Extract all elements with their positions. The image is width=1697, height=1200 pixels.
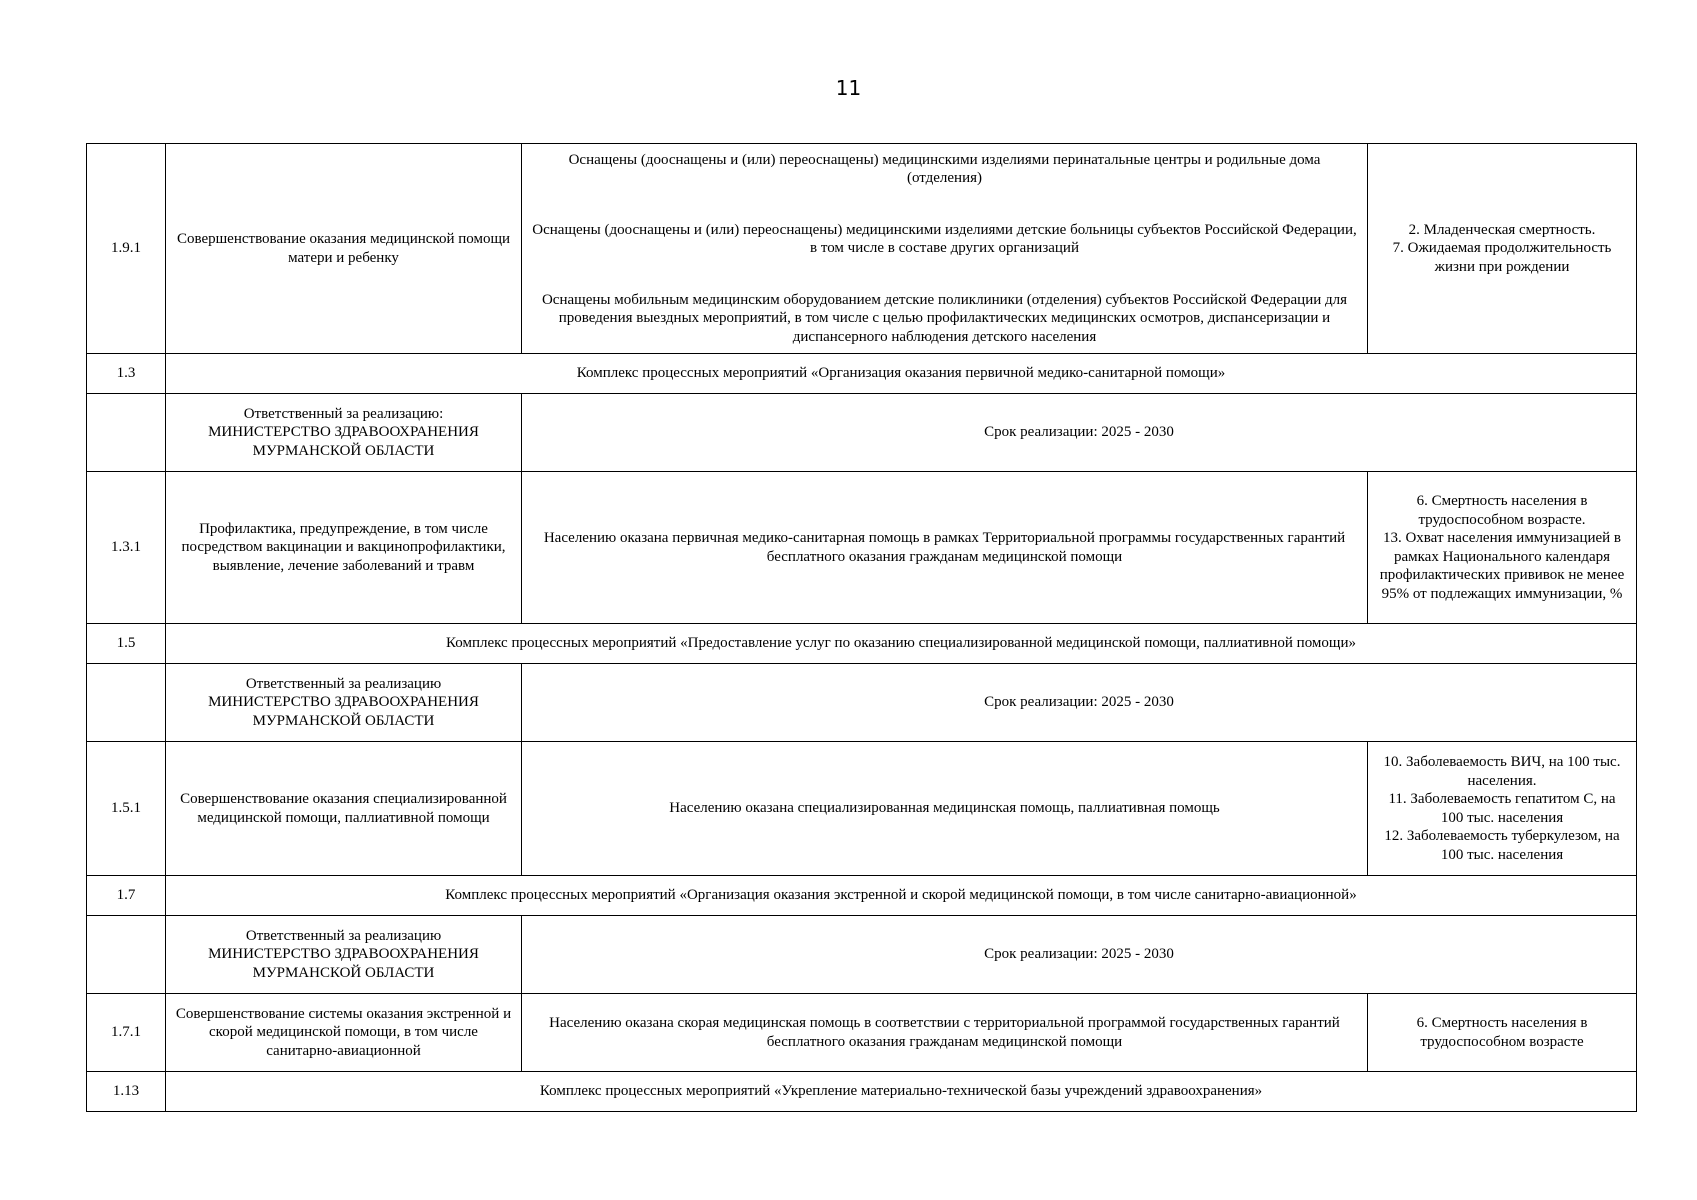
outcome-text: Оснащены мобильным медицинским оборудованием детские поликлиники (отделения) субъектов Российской Федерации для проведения выездных мероприятий, в том числе с целью профилактических медицинских осмотров, диспансеризации и диспансерного наблюдения детского населения xyxy=(541,291,1348,345)
task-name: Совершенствование системы оказания экстренной и скорой медицинской помощи, в том числе санитарно-авиационной xyxy=(166,994,522,1072)
row-number: 1.13 xyxy=(87,1072,166,1112)
row-number: 1.7.1 xyxy=(87,994,166,1072)
row-number-empty xyxy=(87,664,166,742)
indicator-text: 13. Охват населения иммунизацией в рамках Национального календаря профилактических прививок не менее 95% от подлежащих иммунизации, % xyxy=(1379,530,1625,602)
table-row xyxy=(87,394,1637,472)
complex-title: Комплекс процессных мероприятий «Предоставление услуг по оказанию специализированной медицинской помощи, паллиативной помощи» xyxy=(166,624,1637,664)
indicator-text: 11. Заболеваемость гепатитом С, на 100 тыс. населения xyxy=(1388,791,1616,826)
row-number: 1.3 xyxy=(87,354,166,394)
outcome-text: Населению оказана первичная медико-санитарная помощь в рамках Территориальной программы государственных гарантий бесплатного оказания гражданам медицинской помощи xyxy=(522,472,1368,624)
row-number: 1.3.1 xyxy=(87,472,166,624)
indicator-cell xyxy=(1368,994,1637,1072)
indicator-cell xyxy=(1368,144,1637,354)
indicator-text: 7. Ожидаемая продолжительность жизни при рождении xyxy=(1392,240,1612,275)
responsible-text: Ответственный за реализацию МИНИСТЕРСТВО ЗДРАВООХРАНЕНИЯ МУРМАНСКОЙ ОБЛАСТИ xyxy=(166,664,522,742)
task-name: Профилактика, предупреждение, в том числе посредством вакцинации и вакцинопрофилактики, выявление, лечение заболеваний и травм xyxy=(166,472,522,624)
outcome-text: Населению оказана скорая медицинская помощь в соответствии с территориальной программой государственных гарантий бесплатного оказания гражданам медицинской помощи xyxy=(522,994,1368,1072)
row-number-empty xyxy=(87,394,166,472)
outcome-text: Оснащены (дооснащены и (или) переоснащены) медицинскими изделиями перинатальные центры и родильные дома (отделения) xyxy=(568,151,1321,187)
table-row xyxy=(87,664,1637,742)
row-number: 1.5 xyxy=(87,624,166,664)
table-row xyxy=(87,354,1637,394)
responsible-text: Ответственный за реализацию: МИНИСТЕРСТВО ЗДРАВООХРАНЕНИЯ МУРМАНСКОЙ ОБЛАСТИ xyxy=(166,394,522,472)
table-row xyxy=(87,1072,1637,1112)
indicator-text: 10. Заболеваемость ВИЧ, на 100 тыс. населения. xyxy=(1383,754,1621,789)
task-name: Совершенствование оказания медицинской помощи матери и ребенку xyxy=(166,144,522,354)
complex-title: Комплекс процессных мероприятий «Организация оказания экстренной и скорой медицинской помощи, в том числе санитарно-авиационной» xyxy=(166,876,1637,916)
row-number-empty xyxy=(87,916,166,994)
task-name: Совершенствование оказания специализированной медицинской помощи, паллиативной помощи xyxy=(166,742,522,876)
row-number: 1.9.1 xyxy=(87,144,166,354)
indicator-cell xyxy=(1368,472,1637,624)
row-number: 1.7 xyxy=(87,876,166,916)
outcome-cell xyxy=(522,144,1368,354)
indicator-text: 6. Смертность населения в трудоспособном возрасте xyxy=(1416,1015,1588,1050)
term-text: Срок реализации: 2025 - 2030 xyxy=(522,916,1637,994)
table-row xyxy=(87,742,1637,876)
table-row xyxy=(87,876,1637,916)
row-number: 1.5.1 xyxy=(87,742,166,876)
term-text: Срок реализации: 2025 - 2030 xyxy=(522,664,1637,742)
indicator-text: 2. Младенческая смертность. xyxy=(1408,221,1596,238)
outcome-text: Оснащены (дооснащены и (или) переоснащены) медицинскими изделиями детские больницы субъектов Российской Федерации, в том числе в составе других организаций xyxy=(532,221,1357,257)
complex-title: Комплекс процессных мероприятий «Укрепление материально-технической базы учреждений здравоохранения» xyxy=(166,1072,1637,1112)
outcome-text: Населению оказана специализированная медицинская помощь, паллиативная помощь xyxy=(522,742,1368,876)
table-row xyxy=(87,624,1637,664)
complex-title: Комплекс процессных мероприятий «Организация оказания первичной медико-санитарной помощи» xyxy=(166,354,1637,394)
table-row xyxy=(87,144,1637,354)
indicator-text: 12. Заболеваемость туберкулезом, на 100 тыс. населения xyxy=(1384,828,1620,863)
responsible-text: Ответственный за реализацию МИНИСТЕРСТВО ЗДРАВООХРАНЕНИЯ МУРМАНСКОЙ ОБЛАСТИ xyxy=(166,916,522,994)
page-number: 11 xyxy=(835,76,862,100)
program-table xyxy=(86,143,1637,1112)
indicator-cell xyxy=(1368,742,1637,876)
indicator-text: 6. Смертность населения в трудоспособном возрасте. xyxy=(1416,493,1588,528)
table-row xyxy=(87,916,1637,994)
table-row xyxy=(87,994,1637,1072)
term-text: Срок реализации: 2025 - 2030 xyxy=(522,394,1637,472)
table-row xyxy=(87,472,1637,624)
